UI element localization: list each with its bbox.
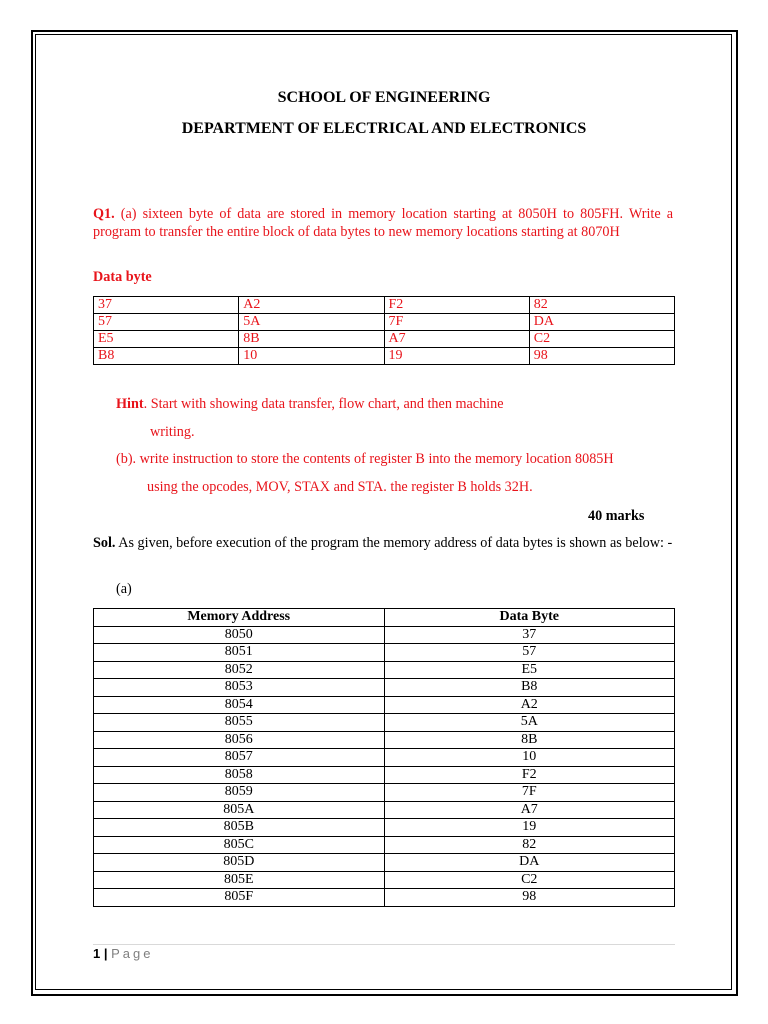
table-row <box>94 714 675 732</box>
data-byte-cell: C2 <box>384 871 675 889</box>
data-byte-cell: A7 <box>384 801 675 819</box>
data-byte-cell: 10 <box>384 749 675 767</box>
table-row <box>94 766 675 784</box>
table-row <box>94 661 675 679</box>
table-cell: 98 <box>529 348 674 365</box>
question-text <box>93 205 673 241</box>
memory-address-cell: 805A <box>94 801 385 819</box>
question-label: Q1. <box>93 206 115 222</box>
table-row <box>94 854 675 872</box>
table-cell: 82 <box>529 297 674 314</box>
page-number: 1 <box>93 946 101 961</box>
table-cell: 10 <box>239 348 384 365</box>
table-cell: 57 <box>94 314 239 331</box>
data-byte-cell: 82 <box>384 836 675 854</box>
data-byte-cell: DA <box>384 854 675 872</box>
table-row <box>94 696 675 714</box>
memory-address-cell: 8050 <box>94 626 385 644</box>
solution-label: Sol. <box>93 535 116 551</box>
memory-address-cell: 805D <box>94 854 385 872</box>
table-row <box>94 819 675 837</box>
table-row <box>94 348 675 365</box>
table-cell: B8 <box>94 348 239 365</box>
data-byte-cell: 19 <box>384 819 675 837</box>
table-cell: 37 <box>94 297 239 314</box>
table-cell: 19 <box>384 348 529 365</box>
hint-text: . Start with showing data transfer, flow chart, and then machine <box>143 396 504 412</box>
table-cell: 5A <box>239 314 384 331</box>
table-header-row <box>94 609 675 627</box>
memory-address-cell: 805B <box>94 819 385 837</box>
marks-label: 40 marks <box>588 508 645 524</box>
school-title: SCHOOL OF ENGINEERING <box>277 89 491 106</box>
data-byte-cell: 5A <box>384 714 675 732</box>
department-title: DEPARTMENT OF ELECTRICAL AND ELECTRONICS <box>181 120 587 137</box>
table-cell: 7F <box>384 314 529 331</box>
table-row <box>94 871 675 889</box>
data-byte-cell: A2 <box>384 696 675 714</box>
part-b-line1: (b). write instruction to store the contents of register B into the memory location 8085H <box>116 451 614 467</box>
data-byte-cell: 98 <box>384 889 675 907</box>
hint-line <box>116 395 504 413</box>
memory-address-cell: 8051 <box>94 644 385 662</box>
memory-address-cell: 8057 <box>94 749 385 767</box>
table-cell: A7 <box>384 331 529 348</box>
page-footer <box>93 946 154 961</box>
table-row <box>94 297 675 314</box>
memory-address-table <box>93 608 675 907</box>
data-byte-cell: 57 <box>384 644 675 662</box>
table-row <box>94 836 675 854</box>
solution-part-label: (a) <box>116 581 132 597</box>
column-header-memory-address: Memory Address <box>94 609 385 627</box>
data-byte-table <box>93 296 675 365</box>
memory-address-cell: 805C <box>94 836 385 854</box>
table-row <box>94 626 675 644</box>
data-byte-cell: 37 <box>384 626 675 644</box>
data-byte-cell: 7F <box>384 784 675 802</box>
memory-address-cell: 8052 <box>94 661 385 679</box>
data-byte-cell: 8B <box>384 731 675 749</box>
data-byte-cell: F2 <box>384 766 675 784</box>
memory-address-cell: 805F <box>94 889 385 907</box>
memory-address-cell: 805E <box>94 871 385 889</box>
table-row <box>94 331 675 348</box>
table-row <box>94 679 675 697</box>
solution-body: As given, before execution of the program the memory address of data bytes is shown as below: - <box>115 535 673 551</box>
data-byte-cell: B8 <box>384 679 675 697</box>
table-cell: F2 <box>384 297 529 314</box>
table-row <box>94 749 675 767</box>
data-byte-heading: Data byte <box>93 269 152 285</box>
table-cell: A2 <box>239 297 384 314</box>
table-row <box>94 644 675 662</box>
memory-address-cell: 8054 <box>94 696 385 714</box>
memory-address-cell: 8059 <box>94 784 385 802</box>
memory-address-cell: 8058 <box>94 766 385 784</box>
question-body: (a) sixteen byte of data are stored in memory location starting at 8050H to 805FH. Write a program to transfer the entire block of data bytes to new memory locations starting at 8070H <box>93 206 673 240</box>
page-separator: | <box>103 946 108 961</box>
table-row <box>94 731 675 749</box>
footer-divider <box>93 944 675 945</box>
table-row <box>94 784 675 802</box>
table-row <box>94 801 675 819</box>
hint-text-continued: writing. <box>150 424 195 440</box>
memory-address-cell: 8055 <box>94 714 385 732</box>
table-cell: C2 <box>529 331 674 348</box>
page-label: Page <box>111 946 154 961</box>
column-header-data-byte: Data Byte <box>384 609 675 627</box>
memory-address-cell: 8053 <box>94 679 385 697</box>
part-b-line2: using the opcodes, MOV, STAX and STA. the register B holds 32H. <box>147 479 533 495</box>
data-byte-cell: E5 <box>384 661 675 679</box>
hint-label: Hint <box>116 396 144 412</box>
table-row <box>94 889 675 907</box>
table-cell: E5 <box>94 331 239 348</box>
table-cell: 8B <box>239 331 384 348</box>
table-row <box>94 314 675 331</box>
memory-address-cell: 8056 <box>94 731 385 749</box>
solution-text <box>93 534 673 552</box>
table-cell: DA <box>529 314 674 331</box>
